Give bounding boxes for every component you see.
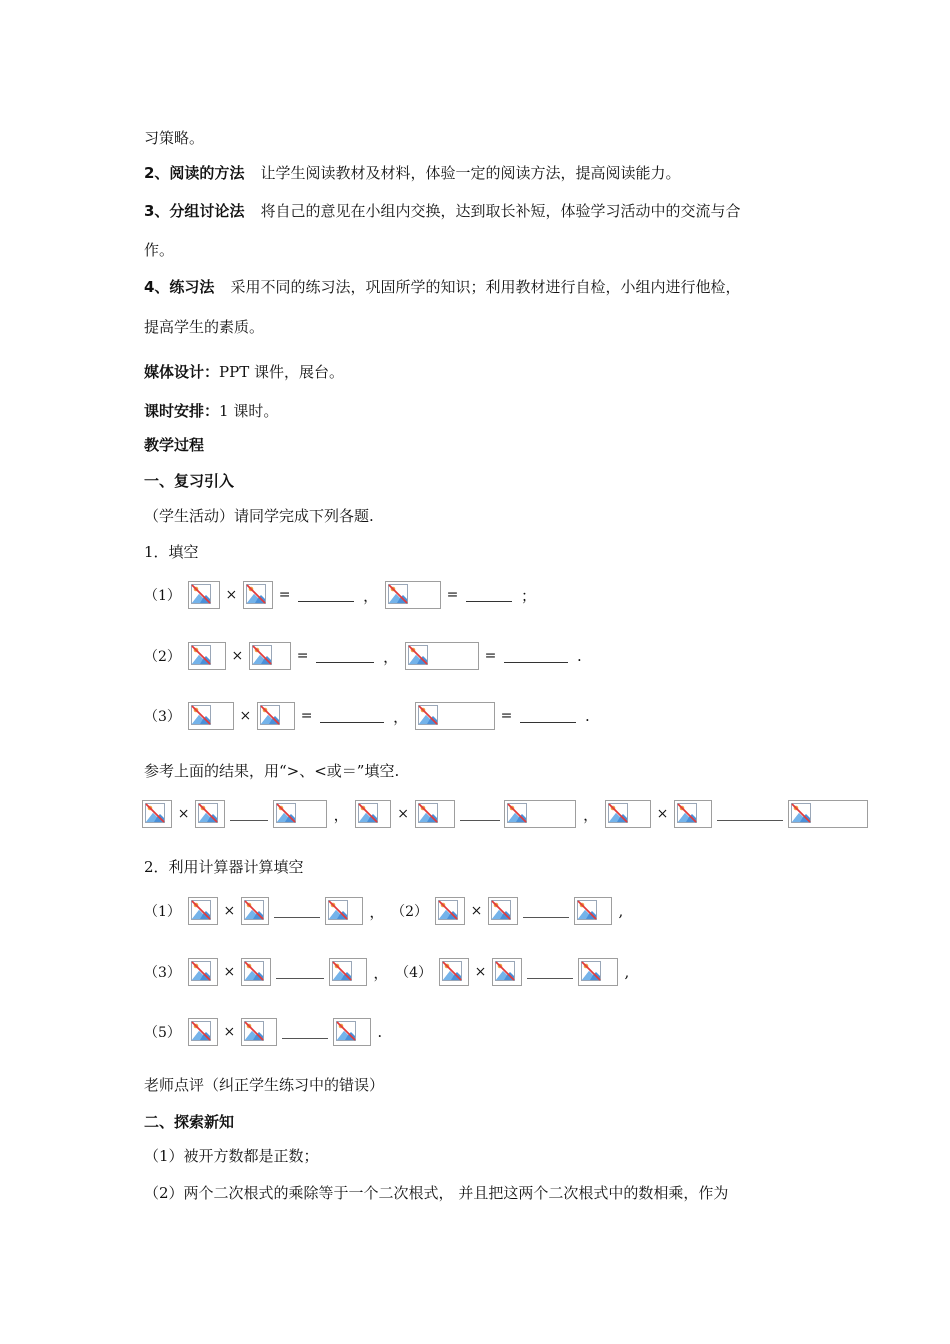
- process-title: 教学过程: [144, 436, 205, 454]
- equals-sign: =: [278, 587, 291, 603]
- times-sign: ×: [223, 1024, 236, 1040]
- formula-image-icon: [333, 1018, 371, 1046]
- compare-row: [142, 800, 868, 832]
- comma: ,: [618, 902, 624, 920]
- answer-blank: [466, 589, 512, 602]
- media-design: [144, 362, 344, 382]
- comma: ，: [373, 963, 389, 982]
- answer-blank: [504, 650, 568, 663]
- method-group-text: 将自己的意见在小组内交换，达到取长补短，体验学习活动中的交流与合: [260, 202, 741, 220]
- formula-image-icon: [415, 800, 455, 828]
- teacher-comment: 老师点评（纠正学生练习中的错误）: [144, 1076, 385, 1094]
- formula-image-icon: [325, 897, 363, 925]
- formula-image-icon: [435, 897, 465, 925]
- formula-image-icon: [273, 800, 327, 828]
- formula-image-icon: [241, 1018, 277, 1046]
- method-reading: [144, 163, 680, 183]
- formula-image-icon: [574, 897, 612, 925]
- comma: ，: [583, 805, 599, 824]
- compare-blank: [276, 966, 324, 979]
- q1-label-3: （3）: [144, 709, 181, 725]
- times-sign: ×: [177, 806, 190, 822]
- comma: ，: [333, 805, 349, 824]
- student-activity: （学生活动）请同学完成下列各题.: [144, 507, 374, 525]
- hours-heading: 课时安排：: [144, 402, 220, 420]
- formula-image-icon: [492, 958, 522, 986]
- formula-image-icon: [788, 800, 868, 828]
- compare-blank: [717, 808, 783, 821]
- formula-image-icon: [188, 1018, 218, 1046]
- q2-label-4: （4）: [395, 965, 433, 981]
- formula-image-icon: [241, 897, 269, 925]
- times-sign: ×: [231, 648, 244, 664]
- formula-image-icon: [142, 800, 172, 828]
- q1-row-3: [144, 702, 592, 734]
- times-sign: ×: [223, 903, 236, 919]
- equals-sign: =: [484, 648, 497, 664]
- formula-image-icon: [257, 702, 295, 730]
- section2-title: 二、探索新知: [144, 1113, 235, 1131]
- formula-image-icon: [241, 958, 271, 986]
- equals-sign: =: [300, 708, 313, 724]
- q2-label-1: （1）: [144, 904, 181, 920]
- period: .: [576, 647, 582, 665]
- equals-sign: =: [500, 708, 513, 724]
- formula-image-icon: [249, 642, 291, 670]
- answer-blank: [520, 710, 576, 723]
- formula-image-icon: [674, 800, 712, 828]
- q1-label-2: （2）: [144, 649, 181, 665]
- times-sign: ×: [474, 964, 487, 980]
- comma: ，: [383, 647, 399, 666]
- point-1: （1）被开方数都是正数；: [144, 1147, 319, 1165]
- formula-image-icon: [243, 581, 273, 609]
- formula-image-icon: [188, 642, 226, 670]
- equals-sign: =: [446, 587, 459, 603]
- formula-image-icon: [578, 958, 618, 986]
- q2-label-3: （3）: [144, 965, 181, 981]
- class-hours: [144, 401, 278, 421]
- equals-sign: =: [296, 648, 309, 664]
- formula-image-icon: [195, 800, 225, 828]
- method-group-continuation: 作。: [144, 241, 175, 259]
- media-heading: 媒体设计：: [144, 363, 220, 381]
- semicolon: ；: [520, 586, 536, 605]
- comma: ，: [363, 586, 379, 605]
- compare-blank: [527, 966, 573, 979]
- times-sign: ×: [223, 964, 236, 980]
- times-sign: ×: [225, 587, 238, 603]
- q2-label-2: （2）: [391, 904, 429, 920]
- compare-instruction: 参考上面的结果，用“>、<或＝”填空.: [144, 762, 400, 780]
- point-2: （2）两个二次根式的乘除等于一个二次根式， 并且把这两个二次根式中的数相乘，作为: [144, 1184, 729, 1202]
- compare-blank: [274, 905, 320, 918]
- method-practice-continuation: 提高学生的素质。: [144, 318, 265, 336]
- method-group-heading: 3、分组讨论法: [144, 202, 245, 220]
- formula-image-icon: [405, 642, 479, 670]
- comma: ,: [624, 963, 630, 981]
- times-sign: ×: [397, 806, 409, 822]
- formula-image-icon: [385, 581, 441, 609]
- compare-blank: [230, 808, 268, 821]
- method-group-discussion: [144, 201, 740, 221]
- q1-title: 1．填空: [144, 543, 199, 561]
- q2-label-5: （5）: [144, 1025, 181, 1041]
- method-practice: [144, 277, 740, 297]
- media-text: PPT 课件，展台。: [219, 363, 344, 381]
- formula-image-icon: [439, 958, 469, 986]
- compare-blank: [282, 1026, 328, 1039]
- section1-title: 一、复习引入: [144, 472, 235, 490]
- compare-blank: [523, 905, 569, 918]
- q1-row-2: [144, 642, 584, 674]
- q2-title: 2．利用计算器计算填空: [144, 858, 304, 876]
- formula-image-icon: [188, 897, 218, 925]
- comma: ，: [369, 902, 385, 921]
- formula-image-icon: [504, 800, 576, 828]
- q2-row-3: [144, 1018, 384, 1050]
- comma: ，: [393, 707, 409, 726]
- period: .: [377, 1023, 383, 1041]
- q1-label-1: （1）: [144, 588, 181, 604]
- formula-image-icon: [605, 800, 651, 828]
- hours-text: 1 课时。: [219, 402, 279, 420]
- q1-row-1: [144, 581, 538, 613]
- formula-image-icon: [329, 958, 367, 986]
- period: .: [584, 707, 590, 725]
- formula-image-icon: [488, 897, 518, 925]
- formula-image-icon: [188, 581, 220, 609]
- method-reading-text: 让学生阅读教材及材料，体验一定的阅读方法，提高阅读能力。: [260, 164, 681, 182]
- times-sign: ×: [239, 708, 252, 724]
- method-practice-heading: 4、练习法: [144, 278, 215, 296]
- formula-image-icon: [355, 800, 391, 828]
- answer-blank: [320, 710, 384, 723]
- method-practice-text: 采用不同的练习法，巩固所学的知识；利用教材进行自检，小组内进行他检，: [230, 278, 741, 296]
- method-reading-heading: 2、阅读的方法: [144, 164, 245, 182]
- q2-row-2: [144, 958, 631, 990]
- formula-image-icon: [188, 958, 218, 986]
- answer-blank: [316, 650, 374, 663]
- formula-image-icon: [415, 702, 495, 730]
- paragraph-continuation: 习策略。: [144, 129, 205, 147]
- answer-blank: [298, 589, 354, 602]
- compare-blank: [460, 808, 500, 821]
- q2-row-1: [144, 897, 625, 929]
- times-sign: ×: [656, 806, 669, 822]
- formula-image-icon: [188, 702, 234, 730]
- times-sign: ×: [470, 903, 483, 919]
